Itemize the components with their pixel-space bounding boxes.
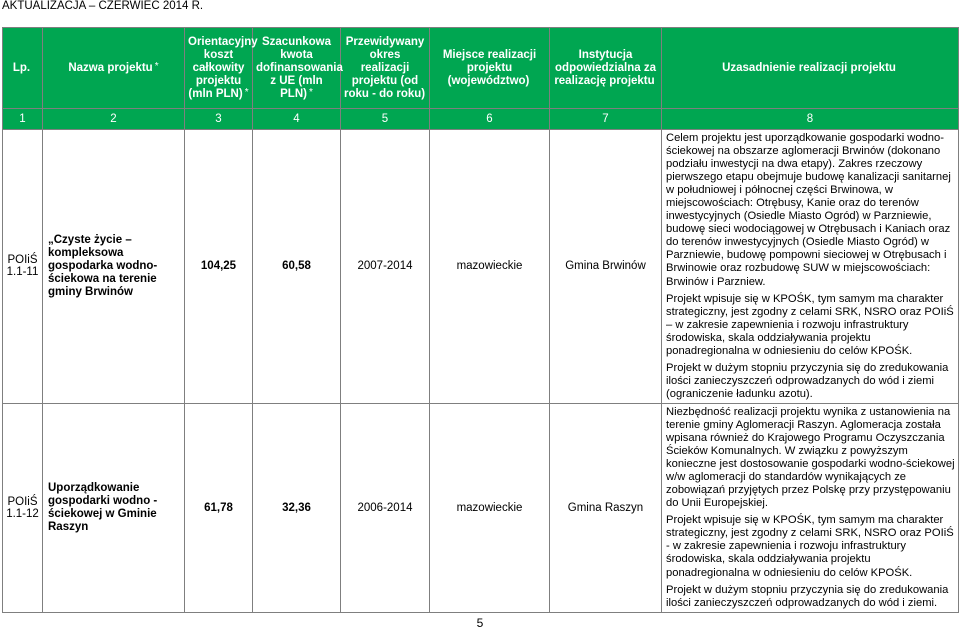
- col-number: 8: [662, 109, 959, 130]
- row-institution: Gmina Brwinów: [550, 130, 662, 404]
- col-header-name: Nazwa projektu *: [43, 28, 185, 109]
- header-row: [3, 28, 959, 109]
- row-period: 2006-2014: [341, 403, 430, 612]
- row-project-name: „Czyste życie – kompleksowa gospodarka wodno-ściekowa na terenie gminy Brwinów: [43, 130, 185, 404]
- col-number: 6: [430, 109, 550, 130]
- justification-paragraph: Projekt wpisuje się w KPOŚK, tym samym ma charakter strategiczny, jest zgodny z celami SRK, NSRO oraz POIiŚ – w zakresie zapewnienia i rozwoju infrastruktury środowiska, skala oddziaływania projektu ponadregionalna w odniesieniu do celów KPOŚK.: [666, 292, 954, 357]
- row-eu-funding: 60,58: [253, 130, 341, 404]
- col-header-institution: Instytucja odpowiedzialna za realizację projektu: [550, 28, 662, 109]
- row-cost: 104,25: [185, 130, 253, 404]
- col-number: 7: [550, 109, 662, 130]
- col-number: 5: [341, 109, 430, 130]
- row-cost: 61,78: [185, 403, 253, 612]
- row-project-name: Uporządkowanie gospodarki wodno - ściekowej w Gminie Raszyn: [43, 403, 185, 612]
- col-number: 1: [3, 109, 43, 130]
- document-header: AKTUALIZACJA – CZERWIEC 2014 R.: [2, 0, 204, 12]
- col-header-lp: Lp.: [3, 28, 43, 109]
- justification-paragraph: Celem projektu jest uporządkowanie gospodarki wodno-ściekowej na obszarze aglomeracji Brwinów (dokonano podziału inwestycji na dwa etapy). Zakres rzeczowy pierwszego etapu obejmuje budowę kanalizacji sanitarnej w południowej i północnej części Brwinowa, w miejscowościach: Otrębusy, Kanie oraz do terenów inwestycyjnych (Osiedle Miasto Ogród) w Parzniewie, budowę sieci wodociągowej w Otrębusach i Kaniach oraz do terenów inwestycyjnych (Osiedle Miasto Ogród) w Parzniewie, budowę pompowni sieciowej w Otrębusach i Brwinowie oraz rozbudowę SUW w miejscowościach: Brwinów i Parzniew.: [666, 132, 951, 288]
- justification-paragraph: Niezbędność realizacji projektu wynika z ustanowienia na terenie gminy Aglomeracji Raszyn. Aglomeracja została wpisana również do Krajowego Programu Oczyszczania Ścieków Komunalnych. W związku z powyższym konieczne jest dostosowanie gospodarki wodno-ściekowej w/w aglomeracji do standardów wynikających ze zobowiązań przyjętych przez Polskę przy przystępowaniu do Unii Europejskiej.: [666, 405, 955, 510]
- col-number: 3: [185, 109, 253, 130]
- justification-paragraph: Projekt wpisuje się w KPOŚK, tym samym ma charakter strategiczny, jest zgodny z celami SRK, NSRO oraz POIiŚ - w zakresie zapewnienia i rozwoju infrastruktury środowiska, skala oddziaływania projektu ponadregionalna w odniesieniu do celów KPOŚK.: [666, 514, 954, 579]
- row-region: mazowieckie: [430, 403, 550, 612]
- justification-paragraph: Projekt w dużym stopniu przyczynia się do zredukowania ilości zanieczyszczeń odprowadzanych do wód i ziemi (ograniczenie ładunku azotu).: [666, 361, 949, 400]
- justification-paragraph: Projekt w dużym stopniu przyczynia się do zredukowania ilości zanieczyszczeń odprowadzanych do wód i ziemi.: [666, 583, 949, 609]
- col-number: 2: [43, 109, 185, 130]
- row-institution: Gmina Raszyn: [550, 403, 662, 612]
- column-number-row: [3, 109, 959, 130]
- projects-table: [2, 27, 959, 613]
- row-eu-funding: 32,36: [253, 403, 341, 612]
- page-number: 5: [476, 616, 484, 630]
- col-header-period: Przewidywany okres realizacji projektu (od roku - do roku): [341, 28, 430, 109]
- col-header-justification: Uzasadnienie realizacji projektu: [662, 28, 959, 109]
- col-header-eu-funding: Szacunkowa kwota dofinansowania z UE (mln PLN) *: [253, 28, 341, 109]
- col-number: 4: [253, 109, 341, 130]
- row-period: 2007-2014: [341, 130, 430, 404]
- col-header-cost: Orientacyjny koszt całkowity projektu (mln PLN) *: [185, 28, 253, 109]
- col-header-region: Miejsce realizacji projektu (województwo): [430, 28, 550, 109]
- table-row: [3, 130, 959, 404]
- row-justification: [662, 403, 959, 612]
- row-lp: POIiŚ 1.1-11: [3, 130, 43, 404]
- row-region: mazowieckie: [430, 130, 550, 404]
- row-lp: POIiŚ 1.1-12: [3, 403, 43, 612]
- table-row: [3, 403, 959, 612]
- row-justification: [662, 130, 959, 404]
